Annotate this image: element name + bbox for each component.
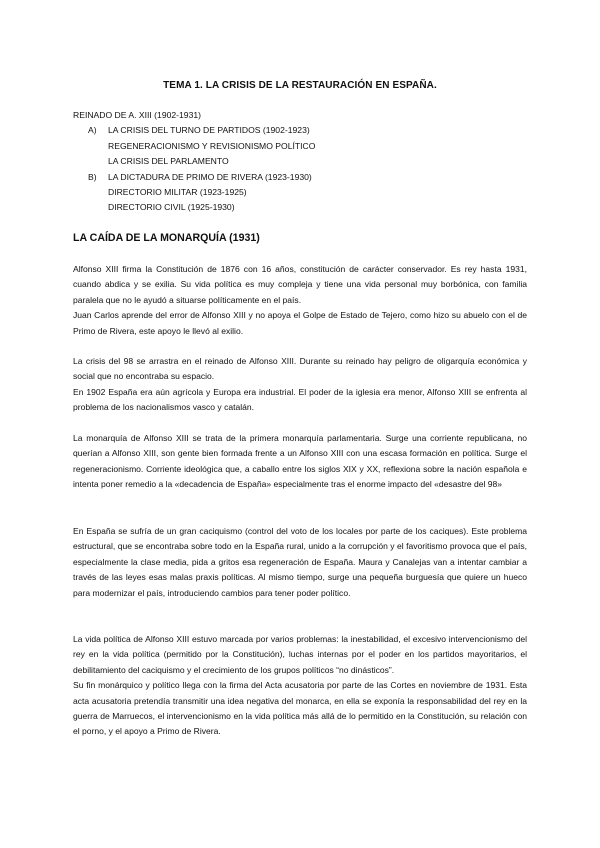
- section-heading: LA CAÍDA DE LA MONARQUÍA (1931): [73, 232, 260, 244]
- outline-subline: DIRECTORIO CIVIL (1925-1930): [108, 202, 235, 213]
- paragraph: La monarquía de Alfonso XIII se trata de la primera monarquía parlamentaria. Surge una corriente republicana, no querían a Alfonso XIII, son gente bien formada frente a un Alfonso XIII con una escasa formación en política. Surge el regeneracionismo. Corriente ideológica que, a caballo entre los siglos XIX y XX, reflexiona sobre la nación española e intenta poner remedio a la «decadencia de España» especialmente tras el enorme impacto del «desastre del 98»: [73, 433, 527, 490]
- outline-marker: A): [88, 125, 97, 136]
- paragraph: La crisis del 98 se arrastra en el reinado de Alfonso XIII. Durante su reinado hay peligro de oligarquía económica y social que no encontraba su espacio.: [73, 356, 527, 382]
- outline-item: [73, 170, 315, 185]
- document-title: TEMA 1. LA CRISIS DE LA RESTAURACIÓN EN ESPAÑA.: [163, 80, 437, 91]
- paragraph-block-5: [73, 632, 527, 740]
- paragraph-block-4: [73, 524, 527, 601]
- topic-outline: [73, 108, 315, 216]
- paragraph-block-3: [73, 431, 527, 493]
- paragraph: Alfonso XIII firma la Constitución de 1876 con 16 años, constitución de carácter conservador. Es rey hasta 1931, cuando abdica y se exilia. Su vida política es muy compleja y tiene una vida personal muy borbónica, con familia paralela que no le ayudó a situarse políticamente en el país.: [73, 264, 527, 305]
- paragraph: En España se sufría de un gran caciquismo (control del voto de los locales por parte de los caciques). Este problema estructural, que se encontraba sobre todo en la España rural, unido a la corrupción y el favoritismo provoca que el país, especialmente la clase media, pida a gritos esa regeneración de España. Maura y Canalejas van a intentar cambiar a través de las leyes esas malas praxis políticas. Al mismo tiempo, surge una pequeña burguesía que quiere un hueco para modernizar el país, introduciendo cambios para tener poder político.: [73, 526, 527, 598]
- outline-line: LA DICTADURA DE PRIMO DE RIVERA (1923-1930): [108, 171, 312, 182]
- outline-marker: B): [88, 171, 97, 182]
- outline-subline: DIRECTORIO MILITAR (1923-1925): [108, 187, 247, 198]
- outline-line: LA CRISIS DEL TURNO DE PARTIDOS (1902-1923): [108, 125, 310, 136]
- paragraph-block-1: [73, 262, 527, 339]
- paragraph: En 1902 España era aún agrícola y Europa era industrial. El poder de la iglesia era menor, Alfonso XIII se enfrenta al problema de los nacionalismos vasco y catalán.: [73, 386, 527, 413]
- paragraph: Su fin monárquico y político llega con la firma del Acta acusatoria por parte de las Cortes en noviembre de 1931. Esta acta acusatoria pretendía transmitir una idea negativa del monarca, en ella se exponía la responsabilidad del rey en la guerra de Marruecos, el intervencionismo en la vida política más allá de lo permitido en la Constitución, su relación con el porno, y el apoyo a Primo de Rivera.: [73, 680, 527, 737]
- paragraph: La vida política de Alfonso XIII estuvo marcada por varios problemas: la inestabilidad, el excesivo intervencionismo del rey en la vida política (permitido por la Constitución), luchas internas por el poder en los partidos mayoritarios, el debilitamiento del caciquismo y el crecimiento de los grupos políticos “no dinásticos”.: [73, 634, 527, 675]
- paragraph-block-2: [73, 354, 527, 416]
- outline-subline: LA CRISIS DEL PARLAMENTO: [108, 156, 229, 167]
- outline-heading: REINADO DE A. XIII (1902-1931): [73, 110, 202, 120]
- outline-item: [73, 123, 315, 138]
- paragraph: Juan Carlos aprende del error de Alfonso XIII y no apoya el Golpe de Estado de Tejero, como hizo su abuelo con el de Primo de Rivera, este apoyo le llevó al exilio.: [73, 310, 527, 336]
- outline-subline: REGENERACIONISMO Y REVISIONISMO POLÍTICO: [108, 140, 316, 151]
